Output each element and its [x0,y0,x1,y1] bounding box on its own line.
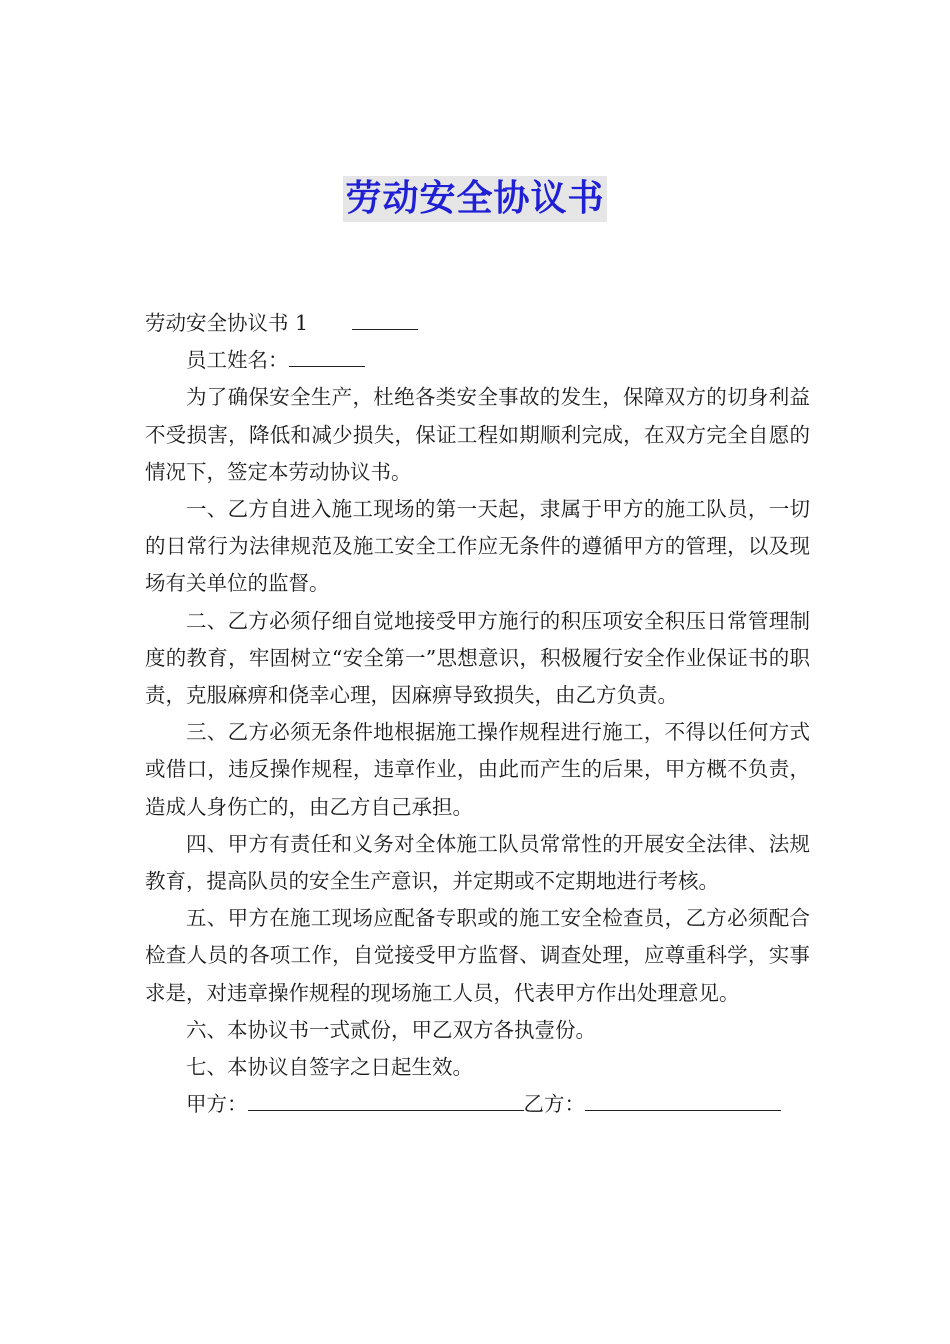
clause-6: 六、本协议书一式贰份，甲乙双方各执壹份。 [186,1017,596,1042]
clause-3: 三、乙方必须无条件地根据施工操作规程进行施工，不得以任何方式或借口，违反操作规程，违章作业，由此而产生的后果，甲方概不负责，造成人身伤亡的，由乙方自己承担。 [145,720,810,819]
party-a-label: 甲方： [186,1092,248,1117]
party-b-signature-blank [585,1090,781,1111]
document-body [145,305,810,1123]
document-title: 劳动安全协议书 [343,176,606,222]
clause-1: 一、乙方自进入施工现场的第一天起，隶属于甲方的施工队员，一切的日常行为法律规范及施工安全工作应无条件的遵循甲方的管理，以及现场有关单位的监督。 [145,497,810,596]
document-subtitle-line [145,305,810,342]
clause-2: 二、乙方必须仔细自觉地接受甲方施行的积压项安全积压日常管理制度的教育，牢固树立“安全第一”思想意识，积极履行安全作业保证书的职责，克服麻痹和侥幸心理，因麻痹导致损失，由乙方负责。 [145,608,810,708]
party-a-signature-blank [248,1090,524,1111]
employee-name-line [145,342,810,379]
title-wrapper [0,176,950,222]
clause-4: 四、甲方有责任和义务对全体施工队员常常性的开展安全法律、法规教育，提高队员的安全生产意识，并定期或不定期地进行考核。 [145,831,810,894]
signature-line [145,1086,810,1123]
employee-name-label: 员工姓名： [186,348,289,373]
paragraph-intro: 为了确保安全生产，杜绝各类安全事故的发生，保障双方的切身利益不受损害，降低和减少损失，保证工程如期顺利完成，在双方完全自愿的情况下，签定本劳动协议书。 [145,385,810,484]
party-b-label: 乙方： [523,1092,585,1117]
clause-5: 五、甲方在施工现场应配备专职或的施工安全检查员，乙方必须配合检查人员的各项工作，自觉接受甲方监督、调查处理，应尊重科学，实事求是，对违章操作规程的现场施工人员，代表甲方作出处理意见。 [145,906,810,1005]
subtitle-blank [352,309,418,330]
employee-name-blank [289,346,365,367]
clause-7: 七、本协议自签字之日起生效。 [186,1055,473,1080]
document-subtitle: 劳动安全协议书 1 [145,311,309,335]
